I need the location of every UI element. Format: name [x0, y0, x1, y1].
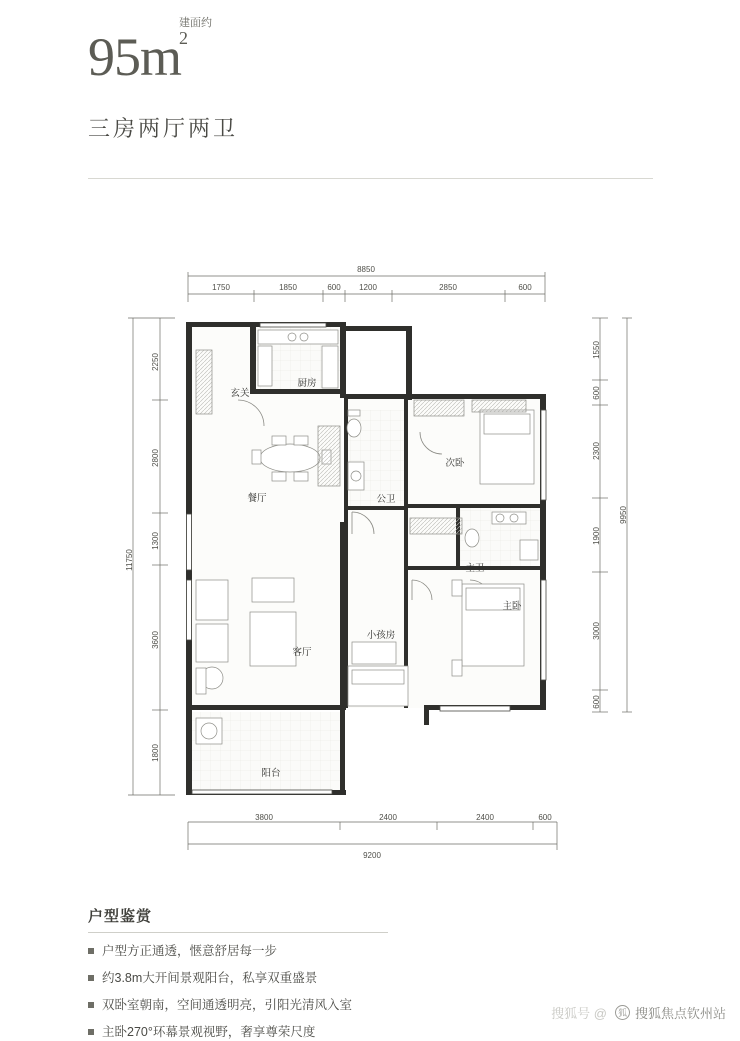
watermark	[551, 1003, 726, 1022]
dim-right-4: 3000	[592, 622, 601, 640]
dim-bottom-1: 2400	[379, 813, 397, 822]
dim-left-total: 11750	[125, 549, 134, 571]
dim-top-2: 600	[327, 283, 341, 292]
notes-divider	[88, 932, 388, 933]
header-divider	[88, 178, 653, 179]
dim-left-0: 2250	[151, 353, 160, 371]
furniture-balcony	[196, 718, 222, 744]
dim-right-3: 1900	[592, 527, 601, 545]
dim-top-3: 1200	[359, 283, 377, 292]
dim-top-0: 1750	[212, 283, 230, 292]
furniture-entry	[196, 350, 212, 414]
floor-plan	[0, 250, 740, 870]
sohu-logo-icon: 狐	[615, 1005, 630, 1020]
note-text: 户型方正通透，惬意舒居每一步	[102, 944, 278, 958]
dimension-labels-right	[592, 341, 628, 709]
bullet-square-icon	[88, 1002, 94, 1008]
room-label-3: 公卫	[376, 494, 396, 505]
room-label-2: 餐厅	[247, 493, 267, 504]
list-item	[88, 970, 648, 987]
dim-top-1: 1850	[279, 283, 297, 292]
dim-top-total: 8850	[357, 265, 375, 274]
bullet-square-icon	[88, 948, 94, 954]
area-exponent: 2	[179, 28, 189, 48]
room-label-6: 主卧	[502, 601, 522, 612]
dimension-labels-bottom	[255, 813, 552, 860]
room-label-4: 次卧	[445, 458, 465, 469]
dimensions-left	[128, 318, 175, 795]
note-text: 双卧室朝南，空间通透明亮，引阳光清风入室	[102, 997, 353, 1012]
page-header	[88, 17, 239, 143]
room-label-9: 阳台	[261, 768, 281, 779]
dim-right-0: 1550	[592, 341, 601, 359]
room-label-8: 客厅	[292, 647, 312, 658]
list-item	[88, 943, 648, 960]
dim-bottom-3: 600	[538, 813, 552, 822]
dim-right-2: 2300	[592, 442, 601, 460]
dim-bottom-0: 3800	[255, 813, 273, 822]
furniture-master-bedroom	[452, 580, 524, 676]
dimension-labels-top	[212, 265, 532, 292]
note-text: 主卧270°环幕景观视野，奢享尊荣尺度	[102, 1024, 316, 1039]
watermark-text: 搜狐焦点钦州站	[634, 1006, 726, 1021]
dim-top-4: 2850	[439, 283, 457, 292]
dim-top-5: 600	[518, 283, 532, 292]
watermark-ghost-text: 搜狐号 @	[551, 1006, 607, 1021]
dim-right-5: 600	[592, 695, 601, 709]
dimensions-bottom	[188, 822, 557, 850]
layout-subtitle: 三房两厅两卫	[88, 116, 239, 141]
room-label-5: 主卫	[465, 563, 485, 574]
dimension-labels-left	[125, 353, 160, 762]
notes-title: 户型鉴赏	[88, 908, 153, 925]
dim-left-4: 1800	[151, 744, 160, 762]
dim-left-3: 3600	[151, 631, 160, 649]
bullet-square-icon	[88, 975, 94, 981]
area-number: 95m	[88, 27, 182, 87]
dim-right-total: 9950	[619, 506, 628, 524]
room-label-0: 玄关	[230, 388, 250, 399]
floor-plan-svg	[0, 250, 740, 870]
list-item	[88, 1024, 648, 1041]
dim-bottom-2: 2400	[476, 813, 494, 822]
room-label-7: 小孩房	[366, 630, 396, 641]
dim-right-1: 600	[592, 386, 601, 400]
dim-left-1: 2800	[151, 449, 160, 467]
area-caption: 建面约	[179, 17, 213, 29]
note-text: 约3.8m大开间景观阳台，私享双重盛景	[102, 970, 318, 985]
dim-left-2: 1300	[151, 532, 160, 550]
room-label-1: 厨房	[297, 378, 317, 389]
dim-bottom-total: 9200	[363, 851, 381, 860]
area-headline	[88, 17, 238, 87]
